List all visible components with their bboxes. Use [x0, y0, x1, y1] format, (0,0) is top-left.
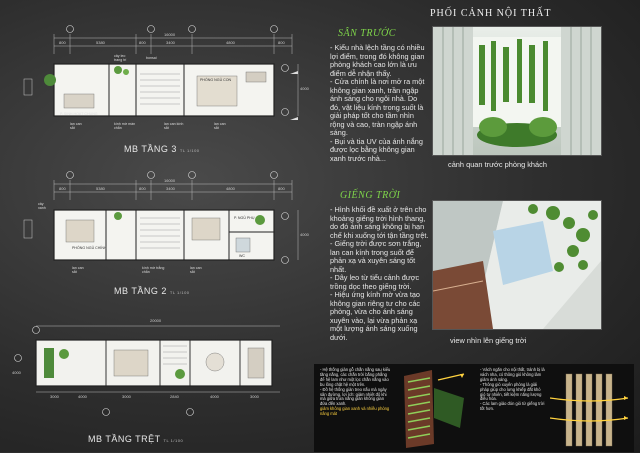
f2-label-cay: cây xanh: [38, 202, 46, 210]
f3-side-dim: 4000: [300, 86, 309, 91]
f2-title: [114, 286, 190, 296]
f2-dim: 5380: [96, 186, 105, 191]
f1-dim: 2840: [170, 394, 179, 399]
f3-title: [124, 144, 200, 154]
f2-dim: 3400: [166, 186, 175, 191]
f1-dim: 3000: [50, 394, 59, 399]
f2-scale: TL 1/100: [169, 290, 190, 295]
f1-dim: 4000: [210, 394, 219, 399]
louver-diagram-right: [550, 368, 630, 450]
f3-dim: 3400: [166, 40, 175, 45]
san-truoc-paragraph: - Cửa chính là nơi mở ra một không gian xanh, trần ngập ánh sáng cho ngôi nhà. Do đó, vật liệu kính trong suốt là giải pháp tốt cho tầm nhìn rộng và cao, tràn ngập ánh sáng.: [330, 77, 425, 137]
f3-label-cay-leo: cây leo trang trí: [114, 54, 127, 62]
f2-label-kinh: kính mờ trắng chắn: [142, 266, 165, 274]
gieng-troi-paragraph: - Hình khối đề xuất ở trên cho khoảng giếng trời hình thang, do đó ánh sáng không bị hạn chế khi xuống tới tận tầng trệt.: [330, 205, 429, 240]
f3-scale: TL 1/100: [179, 148, 200, 153]
f3-dim: 800: [139, 40, 146, 45]
page-title: PHỐI CẢNH NỘI THẤT: [430, 8, 552, 19]
f1-overall-dim: 20000: [150, 318, 162, 323]
f2-label-lan-can-sat: lan can sắt: [190, 266, 202, 274]
note-right-a: - Vách ngăn cho nội thất, tránh bị là vách nha, có thông gió không làm giảm ánh sáng.: [480, 367, 545, 382]
gieng-troi-paragraph: - Dây leo từ tiểu cảnh được trồng dọc theo giếng trời.: [330, 273, 420, 291]
plan-floor1: [10, 318, 310, 448]
f3-label-room-a: P. SINH HOẠT CHUNG: [60, 112, 98, 116]
plan-floor3: [14, 24, 314, 159]
f2-dim: 800: [139, 186, 146, 191]
f2-label-room-b: P. NGỦ PHỤ: [234, 216, 255, 220]
f3-dim: 5380: [96, 40, 105, 45]
f3-dim: 800: [278, 40, 285, 45]
note-right-b: - Thông gió xuyên phòng là giải pháp giúp cho lưng khiếp đất khó gió tự nhiên, tiết kiệm năng lượng điều hòa.: [480, 381, 542, 402]
note-right-c: - Các lam giảo đón gió từ giếng trời tốt hơn.: [480, 401, 545, 412]
f1-dim: 3000: [122, 394, 131, 399]
san-truoc-paragraph: - Kiểu nhà lệch tầng có nhiều lợi điểm, trong đó không gian phòng khách cao lớn là ưu điểm dễ nhận thấy.: [330, 43, 425, 78]
photo-gieng-troi: [432, 200, 602, 330]
gieng-troi-text: [330, 206, 430, 342]
caption-gieng-troi: view nhìn lên giếng trời: [450, 336, 527, 345]
f3-title-text: MB TẦNG 3: [124, 144, 177, 154]
photo-san-truoc-image: [433, 27, 601, 155]
note-left-highlight: giảm không gian xanh và nhiều phòng nâng mát: [320, 406, 390, 417]
f3-label-lan-can-kinh: lan can kính sắt: [164, 122, 184, 130]
note-left-a: - Hệ thống giàn gỗ chắn nắng sau kiểu tăng nắng, các chắn trời bằng phẳng để hệ lam như một lọc chắn nắng vào bu lông chặt hệ một trên.: [320, 367, 391, 387]
section-title-san-truoc: SÂN TRƯỚC: [338, 28, 396, 39]
note-left-b: - Đồ hệ thống giàn treo nấu mà ngày sân đường, lợi ích: giảm nhiệt độ khi mà giữa trưa nắng giàn không gian đứa đến xanh.: [320, 386, 387, 407]
f3-label-lan-can: lan can sắt: [70, 122, 82, 130]
f1-scale: TL 1/100: [163, 438, 184, 443]
f1-side-dim: 4000: [12, 370, 21, 375]
plan-floor1-drawing: [10, 318, 310, 448]
bottom-note-left: [320, 368, 392, 417]
f3-label-lan-can-sat: lan can sắt: [214, 122, 226, 130]
plan-floor2: [14, 170, 314, 300]
f2-overall-dim: 16000: [164, 178, 176, 183]
f1-title: [88, 434, 183, 444]
f3-label-bonsai: bonsai: [146, 56, 157, 60]
bottom-note-right: [480, 368, 546, 412]
san-truoc-text: [330, 44, 428, 163]
f2-dim: 800: [59, 186, 66, 191]
f3-dim: 4800: [226, 40, 235, 45]
gieng-troi-paragraph: - Hiệu ứng kính mờ vừa tạo không gian riêng tư cho các phòng, vừa cho ánh sáng xuyên vào, lại vừa phản xạ một lượng ánh sáng xuống dưới.: [330, 290, 421, 342]
photo-gieng-troi-image: [433, 201, 601, 329]
gieng-troi-paragraph: - Giếng trời được sơn trắng, lan can kính trong suốt để phản xạ và xuyên sáng tốt nhất.: [330, 239, 422, 274]
f1-dim: 3000: [250, 394, 259, 399]
f2-label-room-a: PHÒNG NGỦ CHÍNH: [72, 246, 107, 250]
f2-side-dim: 4000: [300, 232, 309, 237]
f1-dim: 4000: [78, 394, 87, 399]
f2-dim: 800: [278, 186, 285, 191]
photo-san-truoc: [432, 26, 602, 156]
f2-title-text: MB TẦNG 2: [114, 286, 167, 296]
f1-title-text: MB TẦNG TRỆT: [88, 434, 161, 444]
f2-dim: 4800: [226, 186, 235, 191]
f2-label-lan-can: lan can sắt: [72, 266, 84, 274]
section-title-gieng-troi: GIẾNG TRỜI: [340, 190, 401, 201]
f3-overall-dim: 16000: [164, 32, 176, 37]
louver-diagram-left: [394, 368, 472, 450]
f3-label-room-b: PHÒNG NGỦ CON: [200, 78, 232, 82]
bottom-panel: [314, 364, 634, 452]
f2-label-wc: WC: [239, 254, 245, 258]
caption-san-truoc: cảnh quan trước phòng khách: [448, 160, 547, 169]
san-truoc-paragraph: - Bụi và tia UV của ánh nắng được lọc bằng không gian xanh trước nhà...: [330, 136, 423, 163]
f3-label-kinh: kính mờ màn chắn: [114, 122, 136, 130]
f3-dim: 800: [59, 40, 66, 45]
